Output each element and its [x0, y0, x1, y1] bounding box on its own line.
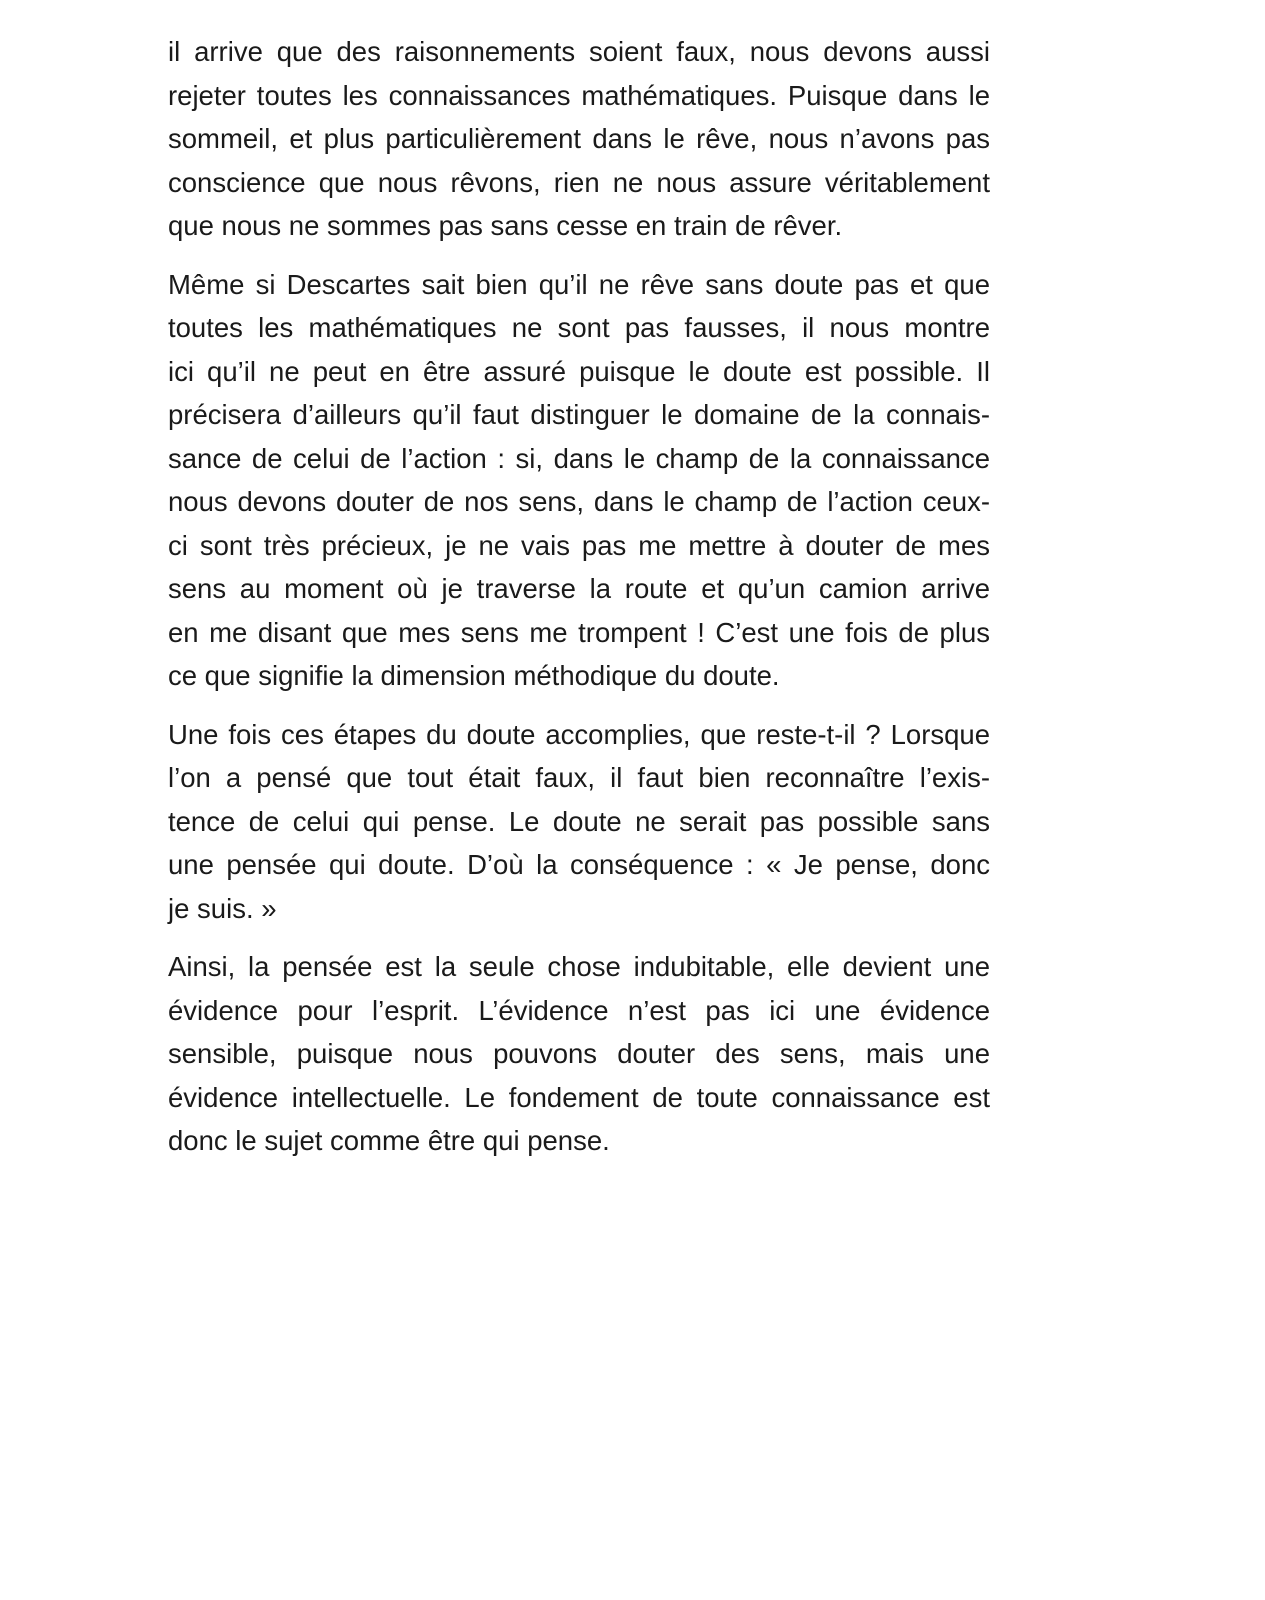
text-line: Même si Descartes sait bien qu’il ne rêve sans doute pas et que	[168, 268, 990, 300]
text-line: en me disant que mes sens me trompent ! C’est une fois de plus	[168, 616, 990, 648]
text-line: une pensée qui doute. D’où la conséquence : « Je pense, donc	[168, 849, 990, 880]
paragraph-3	[168, 713, 990, 931]
text-line: toutes les mathématiques ne sont pas fausses, il nous montre	[168, 312, 990, 343]
text-line: je suis. »	[168, 892, 277, 924]
text-line: précisera d’ailleurs qu’il faut distinguer le domaine de la connais-	[168, 399, 990, 430]
text-line: Ainsi, la pensée est la seule chose indubitable, elle devient une	[168, 951, 990, 982]
paragraph-2	[168, 263, 990, 698]
text-line: ici qu’il ne peut en être assuré puisque le doute est possible. Il	[168, 355, 990, 387]
text-line: nous devons douter de nos sens, dans le champ de l’action ceux-	[168, 486, 990, 517]
text-line: ce que signifie la dimension méthodique du doute.	[168, 660, 780, 691]
text-line: donc le sujet comme être qui pense.	[168, 1125, 610, 1156]
text-line: évidence intellectuelle. Le fondement de toute connaissance est	[168, 1081, 990, 1113]
text-line: il arrive que des raisonnements soient faux, nous devons aussi	[168, 36, 990, 67]
text-line: sommeil, et plus particulièrement dans le rêve, nous n’avons pas	[168, 123, 990, 154]
text-line: évidence pour l’esprit. L’évidence n’est pas ici une évidence	[168, 994, 990, 1026]
text-line: sance de celui de l’action : si, dans le champ de la connaissance	[168, 442, 990, 474]
text-line: que nous ne sommes pas sans cesse en train de rêver.	[168, 210, 843, 241]
text-line: l’on a pensé que tout était faux, il faut bien reconnaître l’exis-	[168, 762, 990, 793]
text-line: sens au moment où je traverse la route et qu’un camion arrive	[168, 573, 990, 604]
text-line: tence de celui qui pense. Le doute ne serait pas possible sans	[168, 805, 990, 837]
body-text	[168, 30, 990, 1178]
text-line: Une fois ces étapes du doute accomplies, que reste-t-il ? Lorsque	[168, 718, 990, 750]
paragraph-4	[168, 945, 990, 1163]
text-line: rejeter toutes les connaissances mathématiques. Puisque dans le	[168, 79, 990, 111]
text-line: ci sont très précieux, je ne vais pas me mettre à douter de mes	[168, 529, 990, 561]
text-line: conscience que nous rêvons, rien ne nous assure véritablement	[168, 166, 990, 198]
text-line: sensible, puisque nous pouvons douter des sens, mais une	[168, 1038, 990, 1069]
paragraph-1	[168, 30, 990, 248]
